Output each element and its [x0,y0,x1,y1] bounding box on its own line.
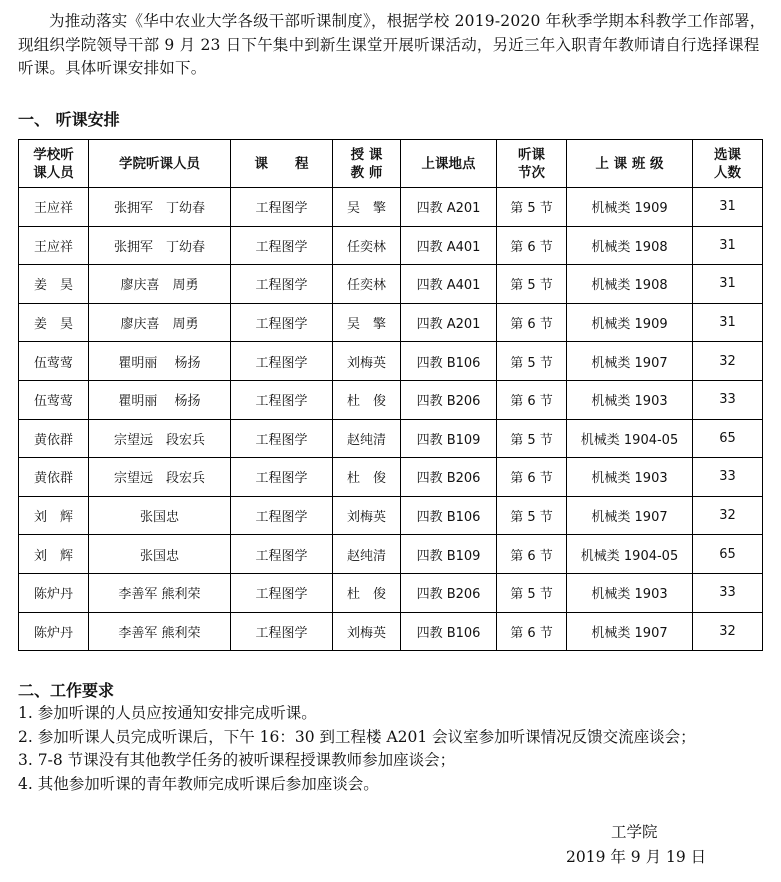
cell-college-auditors: 张国忠 [89,535,231,574]
cell-location: 四教 B109 [401,419,497,458]
cell-school-auditor: 陈炉丹 [19,612,89,651]
cell-location: 四教 B106 [401,612,497,651]
cell-teacher: 刘梅英 [333,612,401,651]
cell-class: 机械类 1903 [567,380,693,419]
cell-period: 第 5 节 [497,573,567,612]
intro-paragraph: 为推动落实《华中农业大学各级干部听课制度》，根据学校 2019-2020 年秋季学期本科教学工作部署，现组织学院领导干部 9 月 23 日下午集中到新生课堂开展听课活动，另近三年入职青年教师请自行选择课程听课。具体听课安排如下。 [18,12,766,77]
cell-college-auditors: 李善军 熊利荣 [89,573,231,612]
header-class: 上 课 班 级 [567,140,693,188]
schedule-table [18,139,763,651]
cell-period: 第 6 节 [497,535,567,574]
signature-date: 2019 年 9 月 19 日 [566,848,707,866]
cell-location: 四教 B106 [401,496,497,535]
cell-course: 工程图学 [231,458,333,497]
cell-course: 工程图学 [231,380,333,419]
table-row [19,573,763,612]
cell-course: 工程图学 [231,342,333,381]
cell-period: 第 5 节 [497,496,567,535]
cell-enrollment: 32 [693,612,763,651]
requirement-item: 3. 7-8 节课没有其他教学任务的被听课程授课教师参加座谈会； [18,751,456,769]
cell-school-auditor: 黄依群 [19,419,89,458]
table-row [19,380,763,419]
cell-location: 四教 B109 [401,535,497,574]
cell-enrollment: 32 [693,496,763,535]
signature-org: 工学院 [611,823,658,841]
cell-college-auditors: 瞿明丽 杨扬 [89,342,231,381]
cell-enrollment: 65 [693,535,763,574]
cell-college-auditors: 李善军 熊利荣 [89,612,231,651]
header-location: 上课地点 [401,140,497,188]
cell-teacher: 杜 俊 [333,458,401,497]
cell-period: 第 6 节 [497,303,567,342]
cell-course: 工程图学 [231,573,333,612]
cell-location: 四教 B206 [401,458,497,497]
cell-location: 四教 B206 [401,380,497,419]
cell-class: 机械类 1909 [567,303,693,342]
cell-teacher: 刘梅英 [333,496,401,535]
cell-location: 四教 A201 [401,188,497,227]
requirement-item: 4. 其他参加听课的青年教师完成听课后参加座谈会。 [18,774,379,793]
cell-teacher: 吴 擎 [333,303,401,342]
cell-location: 四教 A401 [401,265,497,304]
cell-class: 机械类 1907 [567,342,693,381]
cell-college-auditors: 廖庆喜 周勇 [89,303,231,342]
cell-period: 第 6 节 [497,380,567,419]
cell-class: 机械类 1909 [567,188,693,227]
requirement-item: 2. 参加听课人员完成听课后，下午 16：30 到工程楼 A201 会议室参加听课情况反馈交流座谈会； [18,727,696,746]
table-row [19,226,763,265]
cell-class: 机械类 1908 [567,226,693,265]
cell-period: 第 5 节 [497,188,567,227]
cell-enrollment: 31 [693,303,763,342]
cell-class: 机械类 1904-05 [567,419,693,458]
cell-enrollment: 33 [693,573,763,612]
cell-teacher: 赵纯清 [333,419,401,458]
cell-class: 机械类 1908 [567,265,693,304]
cell-course: 工程图学 [231,496,333,535]
cell-teacher: 任奕林 [333,226,401,265]
table-row [19,419,763,458]
cell-location: 四教 B206 [401,573,497,612]
table-row [19,303,763,342]
requirement-item: 1. 参加听课的人员应按通知安排完成听课。 [18,704,317,722]
header-course: 课 程 [231,140,333,188]
cell-period: 第 5 节 [497,265,567,304]
table-row [19,342,763,381]
table-row [19,612,763,651]
cell-period: 第 6 节 [497,612,567,651]
section-title-schedule: 一、 听课安排 [18,110,120,129]
cell-course: 工程图学 [231,226,333,265]
cell-period: 第 6 节 [497,226,567,265]
cell-class: 机械类 1907 [567,496,693,535]
cell-class: 机械类 1904-05 [567,535,693,574]
table-row [19,535,763,574]
cell-teacher: 杜 俊 [333,380,401,419]
cell-school-auditor: 伍莺莺 [19,342,89,381]
cell-school-auditor: 姜 昊 [19,265,89,304]
cell-class: 机械类 1903 [567,458,693,497]
cell-course: 工程图学 [231,419,333,458]
cell-course: 工程图学 [231,612,333,651]
header-period: 听课 节次 [497,140,567,188]
cell-period: 第 6 节 [497,458,567,497]
cell-school-auditor: 王应祥 [19,188,89,227]
cell-enrollment: 31 [693,226,763,265]
header-college-auditors: 学院听课人员 [89,140,231,188]
cell-school-auditor: 刘 辉 [19,496,89,535]
cell-college-auditors: 张拥军 丁幼春 [89,188,231,227]
cell-college-auditors: 廖庆喜 周勇 [89,265,231,304]
section-title-requirements: 二、工作要求 [18,681,115,700]
cell-location: 四教 B106 [401,342,497,381]
cell-enrollment: 33 [693,458,763,497]
cell-teacher: 杜 俊 [333,573,401,612]
cell-school-auditor: 刘 辉 [19,535,89,574]
table-row [19,496,763,535]
table-row [19,458,763,497]
cell-period: 第 5 节 [497,419,567,458]
header-teacher: 授 课 教 师 [333,140,401,188]
cell-college-auditors: 张拥军 丁幼春 [89,226,231,265]
cell-enrollment: 31 [693,188,763,227]
cell-period: 第 5 节 [497,342,567,381]
requirements-list [18,702,778,796]
cell-class: 机械类 1903 [567,573,693,612]
cell-class: 机械类 1907 [567,612,693,651]
cell-school-auditor: 伍莺莺 [19,380,89,419]
cell-college-auditors: 宗望远 段宏兵 [89,419,231,458]
table-row [19,188,763,227]
cell-course: 工程图学 [231,303,333,342]
cell-enrollment: 33 [693,380,763,419]
cell-teacher: 刘梅英 [333,342,401,381]
cell-college-auditors: 瞿明丽 杨扬 [89,380,231,419]
cell-school-auditor: 陈炉丹 [19,573,89,612]
cell-enrollment: 32 [693,342,763,381]
cell-school-auditor: 黄依群 [19,458,89,497]
cell-course: 工程图学 [231,265,333,304]
cell-teacher: 吴 擎 [333,188,401,227]
cell-school-auditor: 姜 昊 [19,303,89,342]
cell-teacher: 任奕林 [333,265,401,304]
cell-enrollment: 31 [693,265,763,304]
cell-college-auditors: 张国忠 [89,496,231,535]
cell-school-auditor: 王应祥 [19,226,89,265]
cell-college-auditors: 宗望远 段宏兵 [89,458,231,497]
table-row [19,265,763,304]
cell-course: 工程图学 [231,535,333,574]
table-header-row [19,140,763,188]
cell-location: 四教 A401 [401,226,497,265]
cell-teacher: 赵纯清 [333,535,401,574]
header-enrollment: 选课 人数 [693,140,763,188]
cell-enrollment: 65 [693,419,763,458]
header-school-auditor: 学校听 课人员 [19,140,89,188]
cell-location: 四教 A201 [401,303,497,342]
cell-course: 工程图学 [231,188,333,227]
